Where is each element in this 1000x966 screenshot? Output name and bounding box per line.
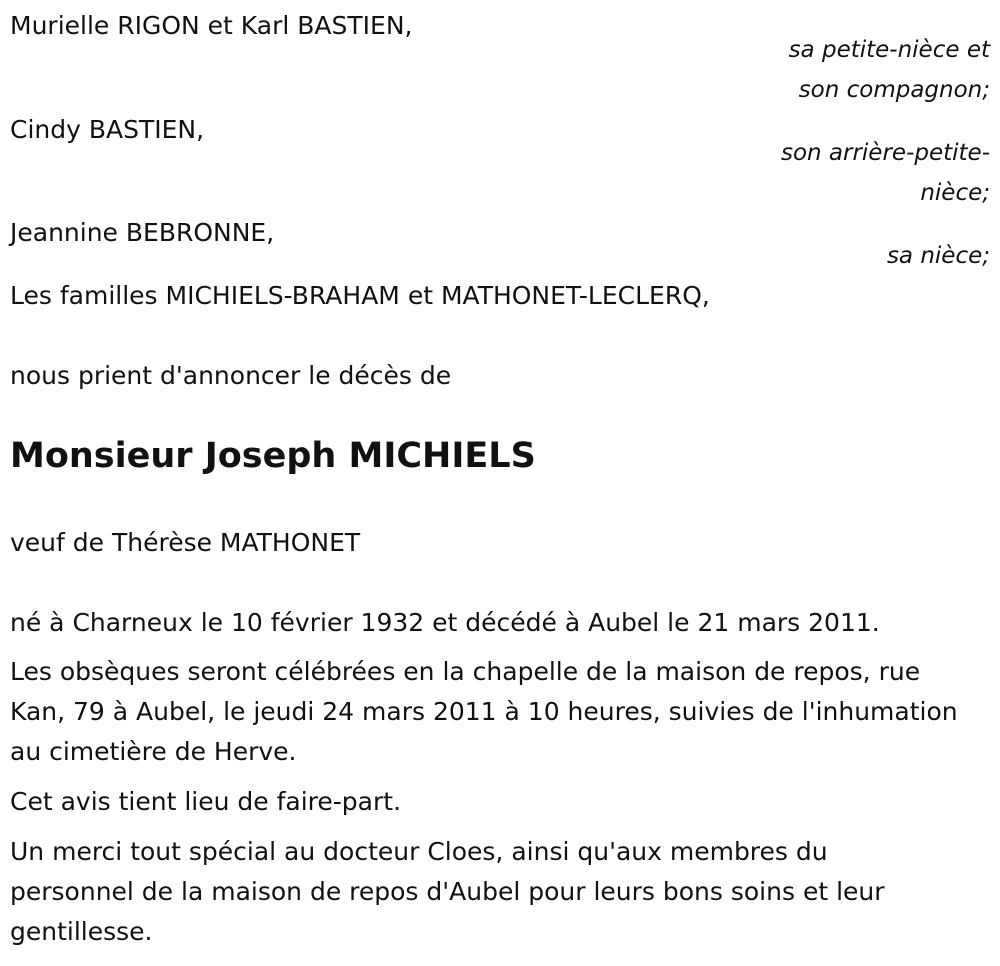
funeral-line-3: au cimetière de Herve. [10,737,297,766]
death-notice [10,0,990,966]
family-member-relation-2b: nièce; [920,180,990,206]
funeral-paragraph [10,652,990,772]
birth-death-line: né à Charneux le 10 février 1932 et décédé à Aubel le 21 mars 2011. [10,608,880,637]
family-member-name-3: Jeannine BEBRONNE, [10,218,275,247]
thanks-line-1: Un merci tout spécial au docteur Cloes, ainsi qu'aux membres du [10,837,828,866]
family-member-name-2: Cindy BASTIEN, [10,115,205,144]
family-member-name-1: Murielle RIGON et Karl BASTIEN, [10,11,413,40]
thanks-line-2: personnel de la maison de repos d'Aubel pour leurs bons soins et leur [10,877,885,906]
funeral-line-2: Kan, 79 à Aubel, le jeudi 24 mars 2011 à 10 heures, suivies de l'inhumation [10,697,958,726]
notice-text: Cet avis tient lieu de faire-part. [10,787,402,816]
family-member-name-4: Les familles MICHIELS-BRAHAM et MATHONET-LECLERQ, [10,281,710,310]
family-member-relation-3: sa nièce; [886,243,990,269]
spouse-line: veuf de Thérèse MATHONET [10,528,361,557]
family-member-relation-2a: son arrière-petite- [780,140,990,166]
family-member-relation-1b: son compagnon; [798,77,990,103]
deceased-name: Monsieur Joseph MICHIELS [10,436,536,476]
funeral-line-1: Les obsèques seront célébrées en la chapelle de la maison de repos, rue [10,657,921,686]
thanks-paragraph [10,832,990,952]
announcement-text: nous prient d'annoncer le décès de [10,361,452,390]
family-member-relation-1a: sa petite-nièce et [788,37,990,63]
thanks-line-3: gentillesse. [10,917,153,946]
